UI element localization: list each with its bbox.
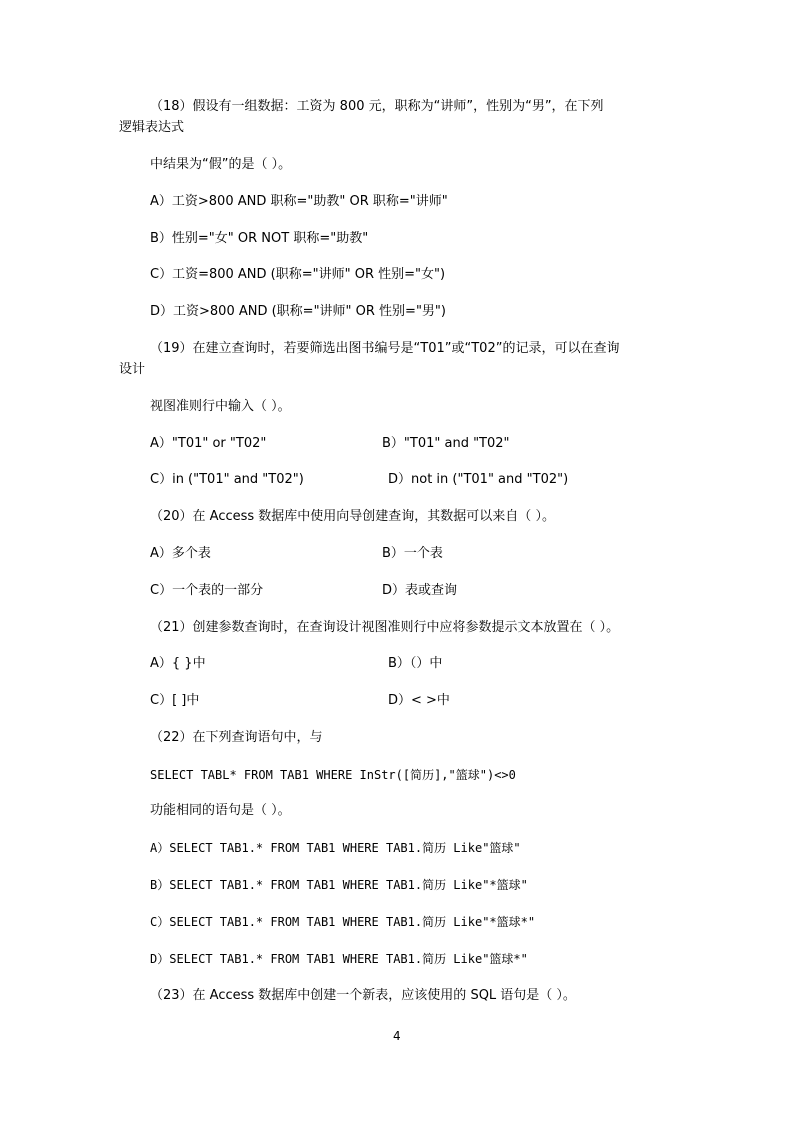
q19-stem-line1: （19）在建立查询时，若要筛选出图书编号是“T01”或“T02”的记录，可以在查询 (150, 341, 620, 356)
q18-option-a: A）工资>800 AND 职称="助教" OR 职称="讲师" (150, 194, 448, 209)
q22-option-d: D）SELECT TAB1.* FROM TAB1 WHERE TAB1.简历 Like"篮球*" (150, 952, 528, 966)
q18-stem-line1: （18）假设有一组数据：工资为 800 元，职称为“讲师”，性别为“男”，在下列 (150, 99, 604, 114)
q23-stem: （23）在 Access 数据库中创建一个新表，应该使用的 SQL 语句是（ ）。 (150, 988, 576, 1003)
q22-sql-statement: SELECT TABL* FROM TAB1 WHERE InStr([简历],"篮球")<>0 (150, 768, 516, 782)
q21-option-d: D）< >中 (388, 693, 450, 708)
q18-stem-line3: 中结果为“假”的是（ ）。 (150, 157, 292, 172)
q18-option-c: C）工资=800 AND (职称="讲师" OR 性别="女") (150, 267, 446, 282)
q18-option-d: D）工资>800 AND (职称="讲师" OR 性别="男") (150, 304, 446, 319)
q22-stem-line1: （22）在下列查询语句中，与 (150, 730, 323, 745)
q22-stem-line3: 功能相同的语句是（ ）。 (150, 803, 291, 818)
q20-option-a: A）多个表 (150, 546, 211, 561)
q19-stem-line2: 设计 (119, 362, 146, 377)
q18-option-b: B）性别="女" OR NOT 职称="助教" (150, 231, 369, 246)
q20-option-d: D）表或查询 (382, 583, 458, 598)
q22-option-c: C）SELECT TAB1.* FROM TAB1 WHERE TAB1.简历 Like"*篮球*" (150, 915, 536, 929)
q19-stem-line3: 视图准则行中输入（ ）。 (150, 399, 291, 414)
q21-option-c: C）[ ]中 (150, 693, 200, 708)
q22-option-b: B）SELECT TAB1.* FROM TAB1 WHERE TAB1.简历 Like"*篮球" (150, 878, 528, 892)
q21-option-a: A）{ }中 (150, 656, 206, 671)
q20-stem: （20）在 Access 数据库中使用向导创建查询，其数据可以来自（ ）。 (150, 509, 555, 524)
q20-option-c: C）一个表的一部分 (150, 583, 264, 598)
q19-option-b: B）"T01" and "T02" (382, 436, 510, 451)
q18-stem-line2: 逻辑表达式 (119, 120, 185, 135)
q19-option-d: D）not in ("T01" and "T02") (388, 472, 569, 487)
page-number: 4 (393, 1029, 401, 1043)
q19-option-c: C）in ("T01" and "T02") (150, 472, 304, 487)
q22-option-a: A）SELECT TAB1.* FROM TAB1 WHERE TAB1.简历 Like"篮球" (150, 841, 521, 855)
q19-option-a: A）"T01" or "T02" (150, 436, 267, 451)
q21-stem: （21）创建参数查询时，在查询设计视图准则行中应将参数提示文本放置在（ ）。 (150, 620, 620, 635)
q20-option-b: B）一个表 (382, 546, 443, 561)
q21-option-b: B）（）中 (388, 656, 443, 671)
